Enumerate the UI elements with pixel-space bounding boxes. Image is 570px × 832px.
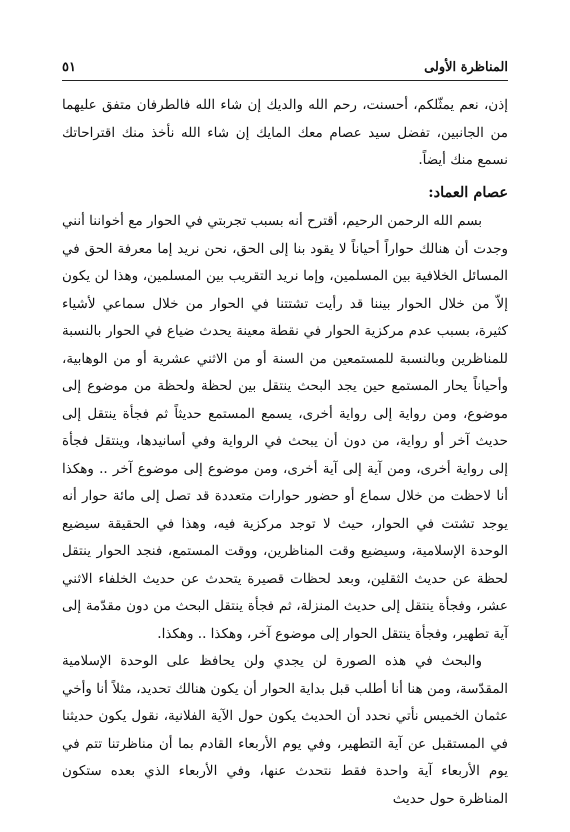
speaker-heading: عصام العماد: <box>428 183 508 201</box>
page-body <box>62 92 508 813</box>
running-header <box>62 60 508 80</box>
paragraph-continuation: والبحث في هذه الصورة لن يجدي ولن يحافظ على الوحدة الإسلامية المقدّسة، ومن هنا أنا أطلب قبل بداية الحوار أن يكون هنالك تحديد، مثلاً أنا وأخي عثمان الخميس نأتي نحدد أن الحديث يكون حول الآية الفلانية، نقول يكون حديثنا في المستقبل عن آية التطهير، وفي يوم الأربعاء القادم بما أن مناظرتنا تتم في يوم الأربعاء آية واحدة فقط نتحدث عنها، وفي الأربعاء الذي بعده ستكون المناظرة حول حديث <box>62 653 508 807</box>
running-title: المناظرة الأولى <box>424 60 508 75</box>
page-number: ٥١ <box>62 60 76 75</box>
paragraph-intro: إذن، نعم يمثّلكم، أحسنت، رحم الله والديك إن شاء الله فالطرفان متفق عليهما من الجانبين، تفضل سيد عصام معك المايك إن شاء الله نأخذ منك اقتراحاتك نسمع منك أيضاً. <box>62 97 508 168</box>
paragraph-proposal: بسم الله الرحمن الرحيم، أقترح أنه بسبب تجربتي في الحوار مع أخواننا أنني وجدت أن هنالك حواراً أحياناً لا يقود بنا إلى الحق، نحن نريد إما معرفة الحق في المسائل الخلافية بين المسلمين، وإما نريد التقريب بين المسلمين، وهذا لن يكون إلاّ من خلال الحوار بيننا قد رأيت تشتتنا في الحوار من خلال سماعي لأشياء كثيرة، بسبب عدم مركزية الحوار في نقطة معينة يحدث ضياع في الحوار بالنسبة للمناظرين وبالنسبة للمستمعين من السنة أو من الاثني عشرية أو من الوهابية، وأحياناً يحار المستمع حين يجد البحث ينتقل بين لحظة ولحظة من موضوع إلى موضوع، ومن رواية إلى رواية أخرى، يسمع المستمع حديثاً ثم فجأة ينتقل إلى حديث آخر أو رواية، من دون أن يبحث في الرواية وفي أسانيدها، وينتقل فجأة إلى رواية أخرى، ومن آية إلى آية أخرى، ومن موضوع إلى موضوع آخر .. وهكذا أنا لاحظت من خلال سماع أو حضور حوارات متعددة قد تصل إلى مائة حوار أنه يوجد تشتت في الحوار، حيث لا توجد مركزية فيه، وهذا في الحقيقة سيضيع الوحدة الإسلامية، وسيضيع وقت المناظرين، ووقت المستمع، فنجد الحوار ينتقل لحظة عن حديث الثقلين، وبعد لحظات قصيرة يتحدث عن حديث الخلفاء الاثني عشر، وفجأة ينتقل إلى حديث المنزلة، ثم فجأة ينتقل البحث من دون مقدّمة إلى آية تطهير، وفجأة ينتقل الحوار إلى موضوع آخر، وهكذا .. وهكذا. <box>62 213 508 642</box>
header-divider <box>62 80 508 81</box>
